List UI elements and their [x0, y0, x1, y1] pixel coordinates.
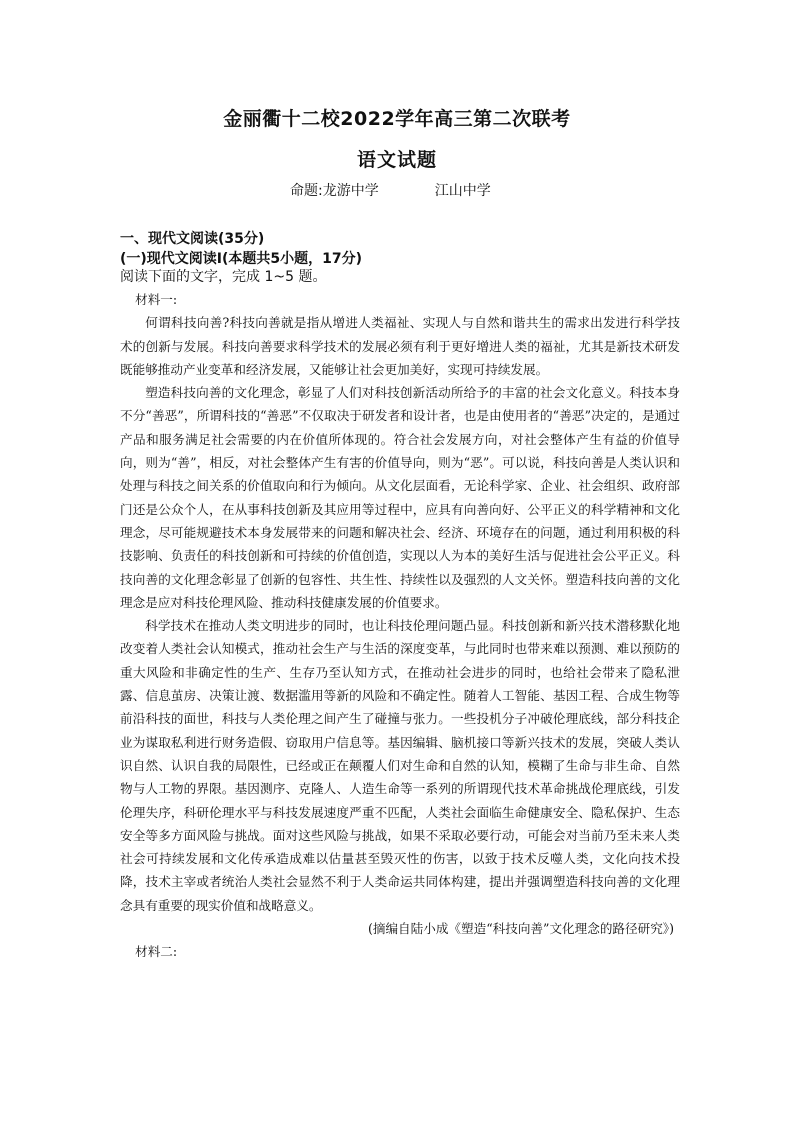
material-1-paragraph-1: 何谓科技向善?科技向善就是指从增进人类福祉、实现人与自然和谐共生的需求出发进行科学技术的创新与发展。科技向善要求科学技术的发展必须有利于更好增进人类的福祉，尤其是新技术研发既能够推动产业变革和经济发展，又能够让社会更加美好，实现可持续发展。	[120, 315, 680, 377]
exam-title: 金丽衢十二校2022学年高三第二次联考	[223, 108, 571, 130]
exam-subject: 语文试题	[356, 149, 437, 171]
exam-authors	[290, 180, 491, 200]
material-1-paragraph-3: 科学技术在推动人类文明进步的同时，也让科技伦理问题凸显。科技创新和新兴技术潜移默化地改变着人类社会认知模式，推动社会生产与生活的深度变革，与此同时也带来难以预测、难以预防的重大风险和非确定性的生产、生存乃至认知方式，在推动社会进步的同时，也给社会带来了隐私泄露、信息茧房、决策让渡、数据滥用等新的风险和不确定性。随着人工智能、基因工程、合成生物等前沿科技的面世，科技与人类伦理之间产生了碰撞与张力。一些投机分子冲破伦理底线，部分科技企业为谋取私利进行财务造假、窃取用户信息等。基因编辑、脑机接口等新兴技术的发展，突破人类认识自然、认识自我的局限性，已经或正在颠覆人们对生命和自然的认知，模糊了生命与非生命、自然物与人工物的界限。基因测序、克隆人、人造生命等一系列的所谓现代技术革命挑战伦理底线，引发伦理失序，科研伦理水平与科技发展速度严重不匹配，人类社会面临生命健康安全、隐私保护、生态安全等多方面风险与挑战。面对这些风险与挑战，如果不采取必要行动，可能会对当前乃至未来人类社会可持续发展和文化传承造成难以估量甚至毁灭性的伤害，以致于技术反噬人类，文化向技术投降，技术主宰或者统治人类社会显然不利于人类命运共同体构建，提出并强调塑造科技向善的文化理念具有重要的现实价值和战略意义。	[120, 618, 680, 913]
section-subheading: (一)现代文阅读I(本题共5小题，17分)	[120, 251, 363, 267]
author-school-1: 命题:龙游中学	[290, 183, 379, 199]
material-2-label: 材料二:	[135, 944, 178, 960]
material-1-label: 材料一:	[135, 292, 178, 307]
reading-instruction: 阅读下面的文字，完成 1~5 题。	[120, 269, 327, 285]
reading-passage	[120, 288, 680, 964]
author-school-2: 江山中学	[434, 183, 491, 199]
material-1-paragraph-2: 塑造科技向善的文化理念，彰显了人们对科技创新活动所给予的丰富的社会文化意义。科技本身不分“善恶”，所谓科技的“善恶”不仅取决于研发者和设计者，也是由使用者的“善恶”决定的，是通过产品和服务满足社会需要的内在价值所体现的。符合社会发展方向，对社会整体产生有益的价值导向，则为“善”，相反，对社会整体产生有害的价值导向，则为“恶”。可以说，科技向善是人类认识和处理与科技之间关系的价值取向和行为倾向。从文化层面看，无论科学家、企业、社会组织、政府部门还是公众个人，在从事科技创新及其应用等过程中，应具有向善向好、公平正义的科学精神和文化理念，尽可能规避技术本身发展带来的问题和解决社会、经济、环境存在的问题，通过利用积极的科技影响、负责任的科技创新和可持续的价值创造，实现以人为本的美好生活与促进社会公平正义。科技向善的文化理念彰显了创新的包容性、共生性、持续性以及强烈的人文关怀。塑造科技向善的文化理念是应对科技伦理风险、推动科技健康发展的价值要求。	[120, 385, 680, 610]
section-heading: 一、现代文阅读(35分)	[120, 231, 265, 247]
material-1-source: (摘编自陆小成《塑造“科技向善”文化理念的路径研究》)	[367, 921, 674, 937]
